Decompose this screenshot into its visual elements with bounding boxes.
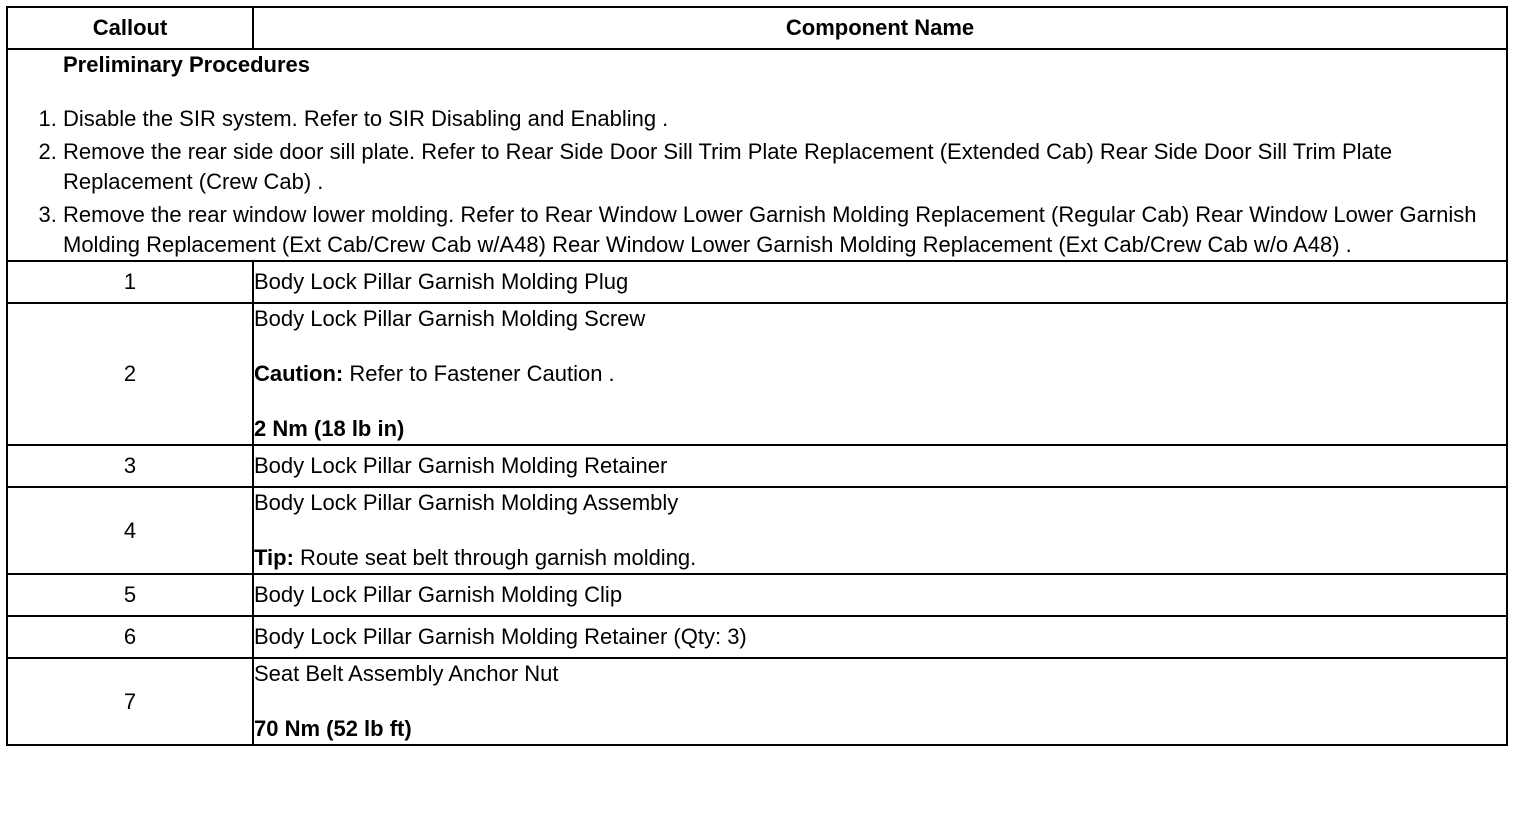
preliminary-step: 1. Disable the SIR system. Refer to SIR Disabling and Enabling . [63, 104, 1506, 134]
tip-label: Tip: [254, 545, 294, 570]
callout-number: 1 [7, 261, 253, 303]
component-detail-cell [253, 303, 1507, 445]
torque-spec: 70 Nm (52 lb ft) [254, 716, 412, 741]
table-row [7, 658, 1507, 745]
callout-number: 3 [7, 445, 253, 487]
table-row [7, 487, 1507, 574]
component-name: Body Lock Pillar Garnish Molding Screw [254, 306, 646, 331]
callout-column-header: Callout [7, 7, 253, 49]
tip-note [254, 543, 1506, 573]
caution-label: Caution: [254, 361, 344, 386]
table-row [7, 303, 1507, 445]
component-name: Body Lock Pillar Garnish Molding Clip [253, 574, 1507, 616]
component-name: Body Lock Pillar Garnish Molding Retainer [253, 445, 1507, 487]
component-detail-cell [253, 658, 1507, 745]
callout-number: 5 [7, 574, 253, 616]
torque-spec: 2 Nm (18 lb in) [254, 416, 405, 441]
callout-number: 2 [7, 303, 253, 445]
component-name: Seat Belt Assembly Anchor Nut [254, 661, 559, 686]
table-row [7, 445, 1507, 487]
preliminary-step: 2. Remove the rear side door sill plate. Refer to Rear Side Door Sill Trim Plate Replacement (Extended Cab) Rear Side Door Sill Trim Plate Replacement (Crew Cab) . [63, 137, 1506, 197]
preliminary-steps-list [8, 104, 1506, 260]
table-row [7, 616, 1507, 658]
callout-table [6, 6, 1508, 746]
preliminary-procedures-title: Preliminary Procedures [63, 52, 311, 77]
callout-number: 6 [7, 616, 253, 658]
component-name: Body Lock Pillar Garnish Molding Plug [253, 261, 1507, 303]
preliminary-procedures-row [7, 49, 1507, 261]
preliminary-procedures-cell [7, 49, 1507, 261]
caution-text: Refer to Fastener Caution . [343, 361, 615, 386]
header-row [7, 7, 1507, 49]
component-name: Body Lock Pillar Garnish Molding Assembly [254, 490, 679, 515]
tip-text: Route seat belt through garnish molding. [293, 545, 697, 570]
preliminary-step: 3. Remove the rear window lower molding. Refer to Rear Window Lower Garnish Molding Replacement (Regular Cab) Rear Window Lower Garnish Molding Replacement (Ext Cab/Crew Cab w/A48) Rear Window Lower Garnish Molding Replacement (Ext Cab/Crew Cab w/o A48) . [63, 200, 1506, 260]
component-name-column-header: Component Name [253, 7, 1507, 49]
component-detail-cell [253, 487, 1507, 574]
caution-note [254, 359, 1506, 389]
table-row [7, 261, 1507, 303]
component-name: Body Lock Pillar Garnish Molding Retainer (Qty: 3) [253, 616, 1507, 658]
callout-number: 7 [7, 658, 253, 745]
callout-number: 4 [7, 487, 253, 574]
table-row [7, 574, 1507, 616]
